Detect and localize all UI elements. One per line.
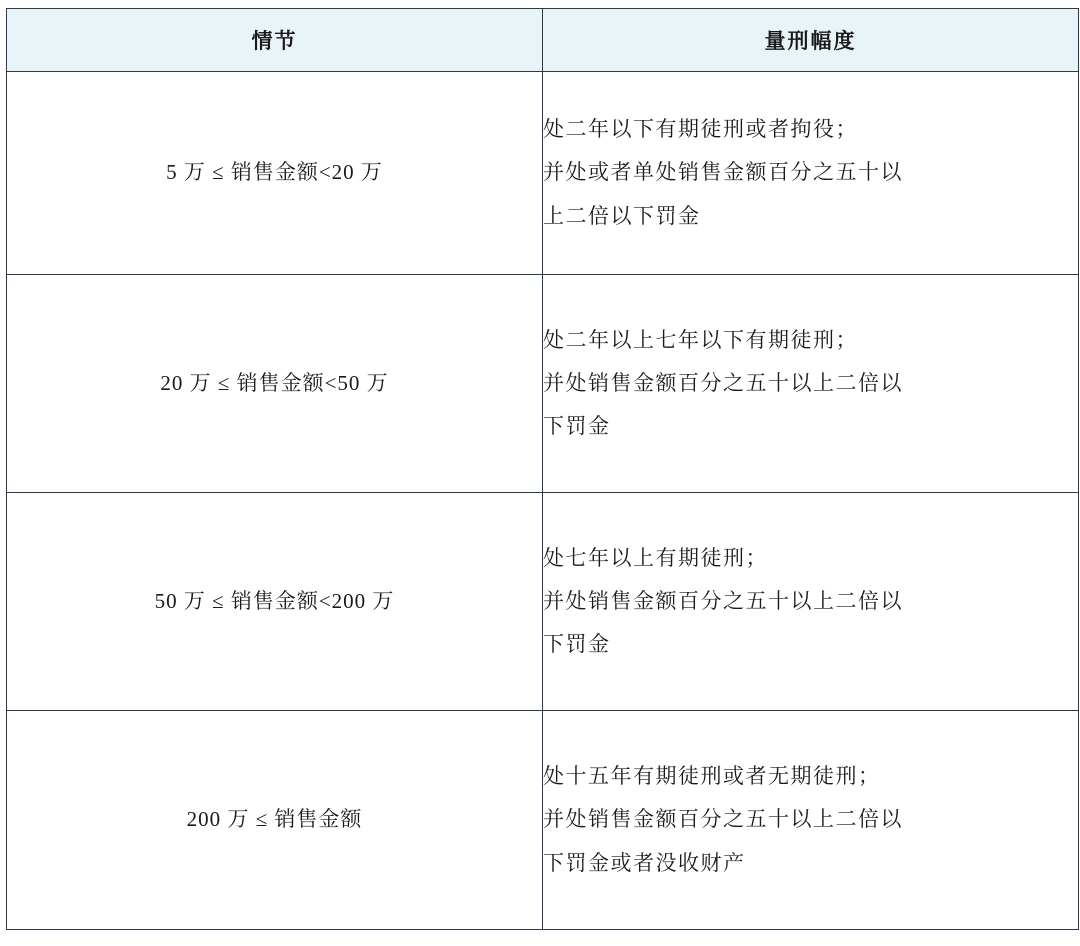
table-header-row [7, 9, 1079, 72]
column-header-sentencing-range: 量刑幅度 [543, 9, 1079, 72]
range-line: 下罚金或者没收财产 [543, 850, 746, 875]
range-line: 下罚金 [543, 632, 611, 657]
cell-sentencing-range [543, 275, 1079, 493]
table-row [7, 493, 1079, 711]
cell-sentencing-range [543, 72, 1079, 275]
table-row [7, 72, 1079, 275]
document-page [0, 8, 1080, 946]
cell-circumstance: 5 万 ≤ 销售金额<20 万 [7, 72, 543, 275]
table-row [7, 275, 1079, 493]
range-line: 并处销售金额百分之五十以上二倍以 [543, 588, 903, 613]
range-line: 并处或者单处销售金额百分之五十以 [543, 160, 903, 185]
column-header-circumstance: 情节 [7, 9, 543, 72]
table-body [7, 72, 1079, 930]
table-header [7, 9, 1079, 72]
range-line: 处二年以上七年以下有期徒刑； [543, 327, 858, 352]
cell-circumstance: 200 万 ≤ 销售金额 [7, 711, 543, 930]
range-line: 处二年以下有期徒刑或者拘役； [543, 117, 858, 142]
cell-sentencing-range [543, 711, 1079, 930]
sentencing-table [6, 8, 1079, 930]
range-line: 处十五年有期徒刑或者无期徒刑； [543, 764, 881, 789]
range-line: 上二倍以下罚金 [543, 203, 701, 228]
range-line: 处七年以上有期徒刑； [543, 545, 768, 570]
cell-circumstance: 50 万 ≤ 销售金额<200 万 [7, 493, 543, 711]
range-line: 并处销售金额百分之五十以上二倍以 [543, 807, 903, 832]
cell-circumstance: 20 万 ≤ 销售金额<50 万 [7, 275, 543, 493]
range-line: 并处销售金额百分之五十以上二倍以 [543, 370, 903, 395]
range-line: 下罚金 [543, 414, 611, 439]
table-row [7, 711, 1079, 930]
cell-sentencing-range [543, 493, 1079, 711]
